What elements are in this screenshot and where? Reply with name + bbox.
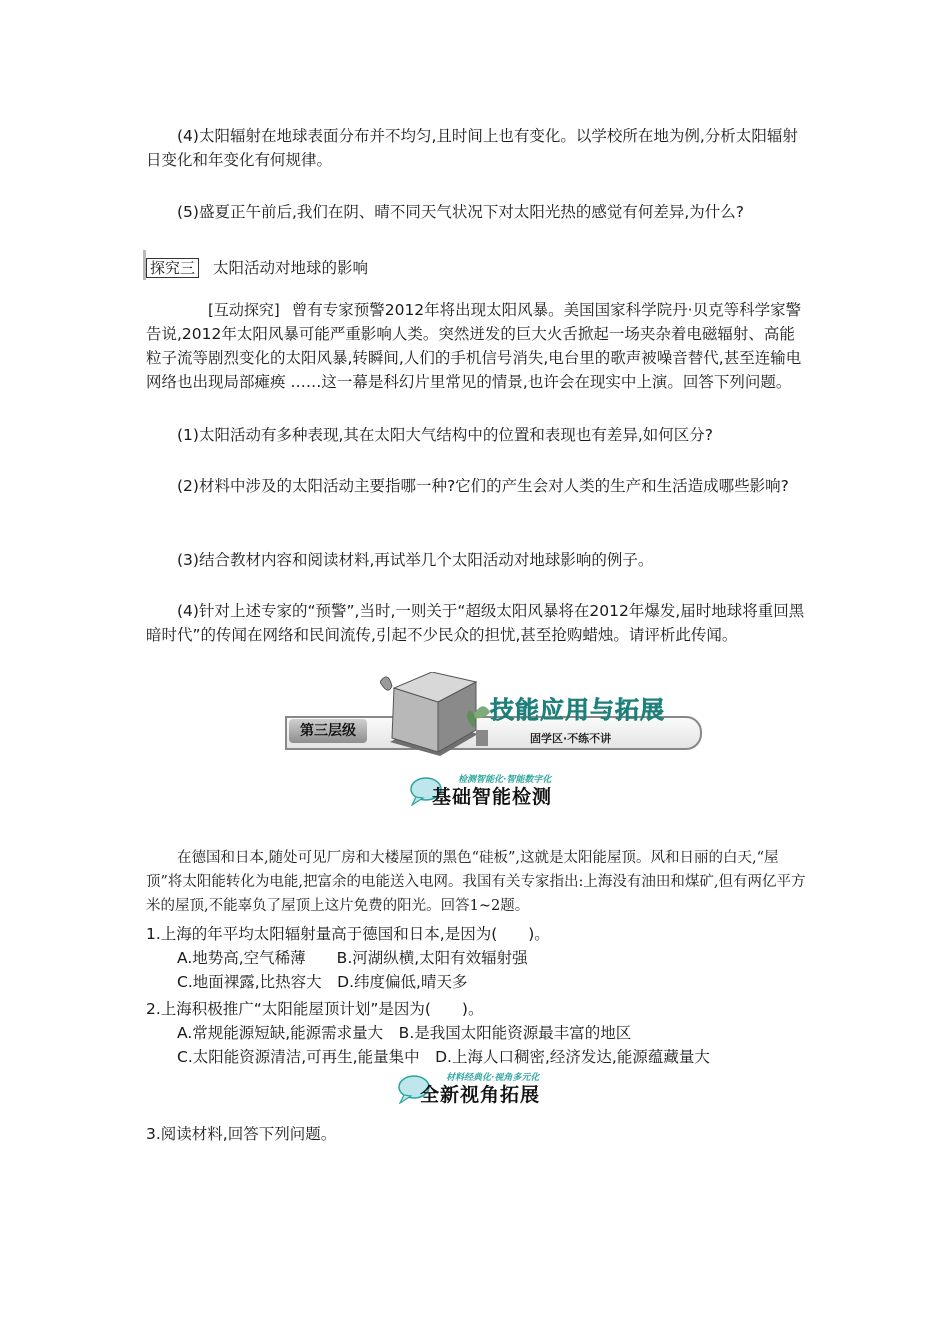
- section-title: 太阳活动对地球的影响: [213, 259, 369, 277]
- level-label: 第三层级: [289, 719, 367, 743]
- mcq-1-options-ab: A.地势高,空气稀薄 B.河湖纵横,太阳有效辐射强: [177, 949, 528, 967]
- interactive-tag: [互动探究]: [208, 301, 280, 319]
- interactive-text: 曾有专家预警2012年将出现太阳风暴。美国国家科学院丹·贝克等科学家警告说,2012年太阳风暴可能严重影响人类。突然迸发的巨大火舌掀起一场夹杂着电磁辐射、高能粒子流等剧烈变化的太阳风暴,转瞬间,人们的手机信号消失,电台里的歌声被噪音替代,甚至连输电网络也出现局部瘫痪 ……这一幕是科幻片里常见的情景,也许会在现实中上演。回答下列问题。: [146, 301, 802, 391]
- heading-rest: 础智能检测: [452, 786, 553, 808]
- question-4: (4)太阳辐射在地球表面分布并不均匀,且时间上也有变化。以学校所在地为例,分析太阳辐射日变化和年变化有何规律。: [146, 127, 798, 169]
- s3-question-3: (3)结合教材内容和阅读材料,再试举几个太阳活动对地球影响的例子。: [177, 551, 654, 569]
- heading-new-perspective: [398, 1070, 578, 1110]
- heading-text: [420, 1080, 540, 1107]
- heading-tagline: 材料经典化·视角多元化: [446, 1073, 540, 1083]
- heading-tagline: 检测智能化·智能数字化: [458, 775, 552, 785]
- mcq-1-stem: 1.上海的年平均太阳辐射量高于德国和日本,是因为( )。: [146, 925, 550, 943]
- heading-first-char: 全: [420, 1084, 441, 1106]
- mcq-2-options-ab: A.常规能源短缺,能源需求量大 B.是我国太阳能资源最丰富的地区: [177, 1024, 632, 1042]
- s3-question-1: (1)太阳活动有多种表现,其在太阳大气结构中的位置和表现也有差异,如何区分?: [177, 426, 714, 444]
- s3-question-4: (4)针对上述专家的“预警”,当时,一则关于“超级太阳风暴将在2012年爆发,届时地球将重回黑暗时代”的传闻在网络和民间流传,引起不少民众的担忧,甚至抢购蜡烛。请评析此传闻。: [146, 602, 805, 644]
- section-tag: 探究三: [146, 258, 199, 278]
- heading-text: [432, 782, 552, 809]
- solar-roof-passage: 在德国和日本,随处可见厂房和大楼屋顶的黑色“硅板”,这就是太阳能屋顶。风和日丽的白天,“屋顶”将太阳能转化为电能,把富余的电能送入电网。我国有关专家指出:上海没有油田和煤矿,但有两亿平方米的屋顶,不能辜负了屋顶上这片免费的阳光。回答1~2题。: [146, 850, 806, 914]
- level-banner: [285, 672, 700, 758]
- s3-question-2: (2)材料中涉及的太阳活动主要指哪一种?它们的产生会对人类的生产和生活造成哪些影响?: [177, 477, 789, 495]
- heading-first-char: 基: [432, 786, 453, 808]
- question-5: (5)盛夏正午前后,我们在阴、晴不同天气状况下对太阳光热的感觉有何差异,为什么?: [177, 203, 745, 221]
- mcq-2-stem: 2.上海积极推广“太阳能屋顶计划”是因为( )。: [146, 1000, 484, 1018]
- banner-subtitle: 固学区·不练不讲: [530, 732, 612, 745]
- mcq-1-options-cd: C.地面裸露,比热容大 D.纬度偏低,晴天多: [177, 973, 468, 991]
- book-illustration: [380, 672, 500, 758]
- banner-title: 技能应用与拓展: [490, 696, 665, 724]
- heading-rest: 新视角拓展: [440, 1084, 541, 1106]
- section-3-heading: [146, 256, 368, 278]
- section-bar: [143, 250, 146, 280]
- interactive-paragraph: [146, 298, 810, 394]
- question-3-final: 3.阅读材料,回答下列问题。: [146, 1125, 337, 1143]
- mcq-2-options-cd: C.太阳能资源清洁,可再生,能量集中 D.上海人口稠密,经济发达,能源蕴藏量大: [177, 1048, 710, 1066]
- heading-basic-check: [410, 772, 590, 812]
